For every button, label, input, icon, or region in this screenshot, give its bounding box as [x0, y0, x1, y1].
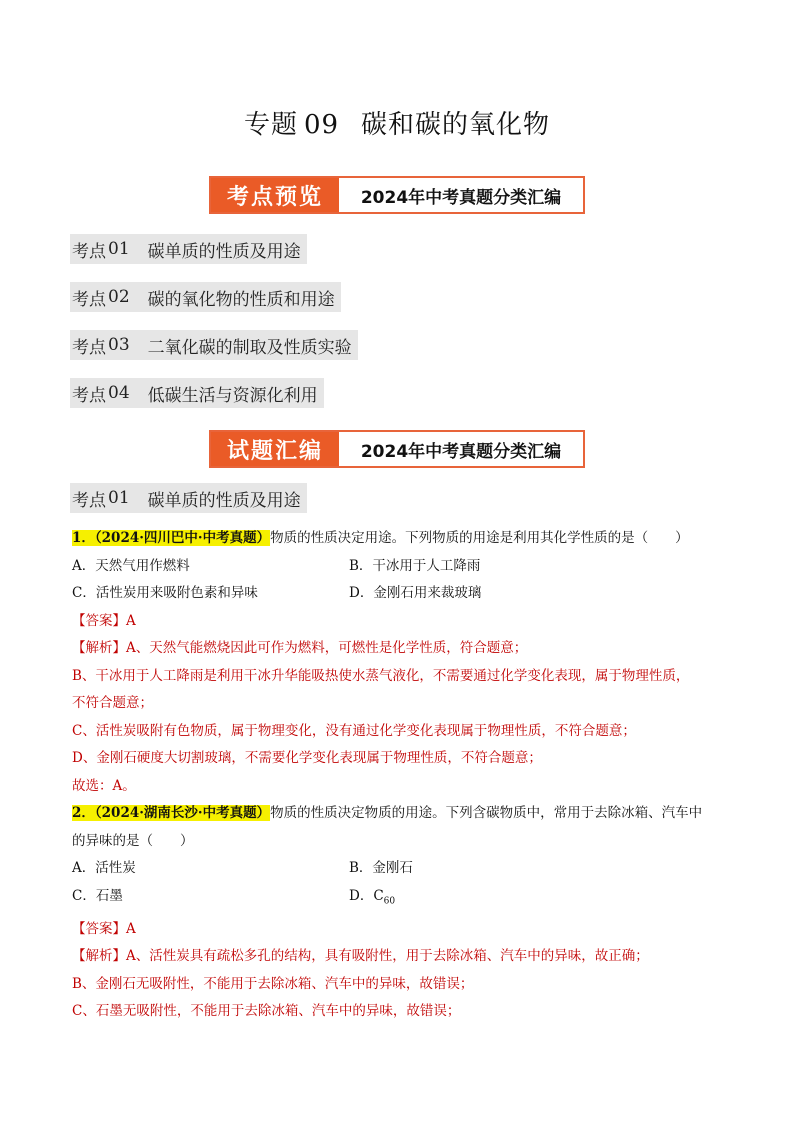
q1-option-a: A．天然气用作燃料 — [72, 557, 190, 574]
q2-number: 2．（2024·湖南长沙·中考真题） — [72, 805, 271, 821]
toc-label: 考点 — [72, 289, 106, 310]
banner-subtitle: 2024年中考真题分类汇编 — [360, 187, 562, 208]
preview-banner — [209, 176, 585, 214]
section-num: 01 — [108, 488, 130, 508]
q2-analysis-2: B、金刚石无吸附性，不能用于去除冰箱、汽车中的异味，故错误； — [72, 975, 474, 992]
q2-option-d: D．$C_{60}$ — [349, 887, 396, 907]
banner-tag: 试题汇编 — [211, 432, 339, 466]
q1-analysis-4: C、活性炭吸附有色物质，属于物理变化，没有通过化学变化表现属于物理性质，不符合题意； — [72, 722, 636, 739]
toc-item-01 — [70, 234, 307, 264]
q2-options-row1 — [72, 855, 722, 883]
title-prefix: 专题 — [243, 110, 298, 140]
page-title — [0, 104, 794, 141]
toc-num: 01 — [108, 239, 130, 259]
toc-num: 02 — [108, 287, 130, 307]
banner-subtitle: 2024年中考真题分类汇编 — [360, 441, 562, 462]
toc-num: 03 — [108, 335, 130, 355]
toc-text: 低碳生活与资源化利用 — [147, 385, 318, 406]
section-text: 碳单质的性质及用途 — [147, 490, 301, 511]
q2-analysis-1: 【解析】A、活性炭具有疏松多孔的结构，具有吸附性，用于去除冰箱、汽车中的异味，故正确； — [72, 948, 649, 965]
toc-label: 考点 — [72, 241, 106, 262]
title-text: 碳和碳的氧化物 — [361, 110, 551, 140]
questions-banner — [209, 430, 585, 468]
q2-option-d-subscript: 60 — [383, 896, 396, 907]
toc-text: 碳单质的性质及用途 — [147, 241, 301, 262]
q2-analysis-3: C、石墨无吸附性，不能用于去除冰箱、汽车中的异味，故错误； — [72, 1003, 461, 1020]
q1-options-row1 — [72, 553, 722, 581]
q2-options-row2 — [72, 883, 722, 916]
title-number: 09 — [303, 110, 340, 140]
q2-stem-line2: 的异味的是（ ） — [72, 832, 194, 849]
toc-num: 04 — [108, 383, 130, 403]
q1-stem-text: 物质的性质决定用途。下列物质的用途是利用其化学性质的是（ ） — [270, 530, 689, 546]
toc-text: 碳的氧化物的性质和用途 — [147, 289, 335, 310]
toc-label: 考点 — [72, 385, 106, 406]
toc-item-02 — [70, 282, 341, 312]
q1-analysis-2: B、干冰用于人工降雨是利用干冰升华能吸热使水蒸气液化，不需要通过化学变化表现，属于物理性质， — [72, 667, 690, 684]
q2-stem-text: 物质的性质决定物质的用途。下列含碳物质中，常用于去除冰箱、汽车中 — [270, 805, 703, 821]
q1-analysis-3: 不符合题意； — [72, 695, 153, 711]
q1-option-c: C．活性炭用来吸附色素和异味 — [72, 585, 258, 601]
q1-option-b: B．干冰用于人工降雨 — [349, 557, 481, 574]
banner-tag: 考点预览 — [211, 178, 339, 212]
question-content — [72, 525, 722, 1026]
toc-item-04 — [70, 378, 324, 408]
q1-analysis-1: 【解析】A、天然气能燃烧因此可作为燃料，可燃性是化学性质，符合题意； — [72, 640, 528, 656]
q2-answer: 【答案】A — [72, 920, 136, 937]
toc-text: 二氧化碳的制取及性质实验 — [147, 337, 352, 358]
toc-label: 考点 — [72, 337, 106, 358]
q2-stem — [72, 800, 722, 828]
q1-number: 1．（2024·四川巴中·中考真题） — [72, 530, 271, 546]
q1-options-row2 — [72, 580, 722, 608]
toc-item-03 — [70, 330, 358, 360]
q1-answer: 【答案】A — [72, 612, 136, 629]
q1-stem — [72, 525, 722, 553]
q2-option-a: A．活性炭 — [72, 860, 136, 876]
q2-option-b: B．金刚石 — [349, 860, 413, 876]
section-heading — [70, 483, 307, 513]
section-label: 考点 — [72, 490, 106, 511]
q1-conclusion: 故选：A。 — [72, 777, 136, 794]
q1-analysis-5: D、金刚石硬度大切割玻璃，不需要化学变化表现属于物理性质，不符合题意； — [72, 750, 542, 766]
q2-option-c: C．石墨 — [72, 887, 123, 904]
q1-option-d: D．金刚石用来裁玻璃 — [349, 585, 482, 601]
